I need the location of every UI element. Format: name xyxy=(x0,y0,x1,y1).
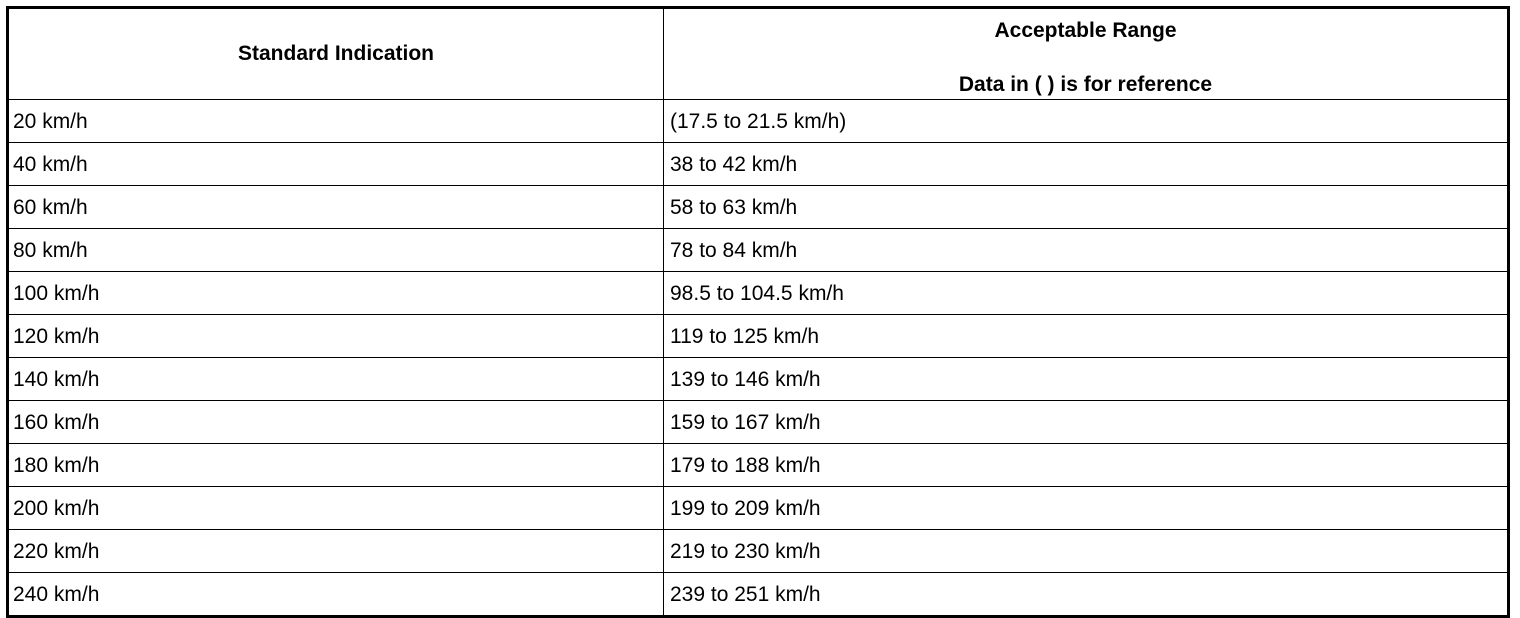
acceptable-range-cell: 78 to 84 km/h xyxy=(664,229,1509,272)
standard-indication-cell: 200 km/h xyxy=(8,487,664,530)
table-row xyxy=(8,401,1509,444)
standard-indication-cell: 240 km/h xyxy=(8,573,664,617)
acceptable-range-cell: 58 to 63 km/h xyxy=(664,186,1509,229)
header-acceptable-range xyxy=(664,8,1509,100)
table-row xyxy=(8,573,1509,617)
acceptable-range-cell: 98.5 to 104.5 km/h xyxy=(664,272,1509,315)
table-row xyxy=(8,358,1509,401)
acceptable-range-cell: 219 to 230 km/h xyxy=(664,530,1509,573)
table-row xyxy=(8,100,1509,143)
acceptable-range-cell: 139 to 146 km/h xyxy=(664,358,1509,401)
table-row xyxy=(8,315,1509,358)
standard-indication-cell: 180 km/h xyxy=(8,444,664,487)
standard-indication-cell: 160 km/h xyxy=(8,401,664,444)
table-row xyxy=(8,530,1509,573)
table-row xyxy=(8,143,1509,186)
table-row xyxy=(8,229,1509,272)
standard-indication-cell: 140 km/h xyxy=(8,358,664,401)
table-row xyxy=(8,272,1509,315)
table-row xyxy=(8,186,1509,229)
acceptable-range-cell: (17.5 to 21.5 km/h) xyxy=(664,100,1509,143)
standard-indication-cell: 20 km/h xyxy=(8,100,664,143)
speedometer-spec-table xyxy=(6,6,1510,618)
standard-indication-cell: 220 km/h xyxy=(8,530,664,573)
acceptable-range-cell: 38 to 42 km/h xyxy=(664,143,1509,186)
table-header-row xyxy=(8,8,1509,100)
header-acceptable-range-title: Acceptable Range xyxy=(994,19,1177,42)
standard-indication-cell: 120 km/h xyxy=(8,315,664,358)
table-row xyxy=(8,444,1509,487)
acceptable-range-cell: 239 to 251 km/h xyxy=(664,573,1509,617)
acceptable-range-cell: 119 to 125 km/h xyxy=(664,315,1509,358)
header-acceptable-range-note: Data in ( ) is for reference xyxy=(958,73,1213,96)
acceptable-range-cell: 159 to 167 km/h xyxy=(664,401,1509,444)
standard-indication-cell: 60 km/h xyxy=(8,186,664,229)
acceptable-range-cell: 199 to 209 km/h xyxy=(664,487,1509,530)
standard-indication-cell: 80 km/h xyxy=(8,229,664,272)
acceptable-range-cell: 179 to 188 km/h xyxy=(664,444,1509,487)
header-standard-indication: Standard Indication xyxy=(8,8,664,100)
standard-indication-cell: 100 km/h xyxy=(8,272,664,315)
table-row xyxy=(8,487,1509,530)
standard-indication-cell: 40 km/h xyxy=(8,143,664,186)
